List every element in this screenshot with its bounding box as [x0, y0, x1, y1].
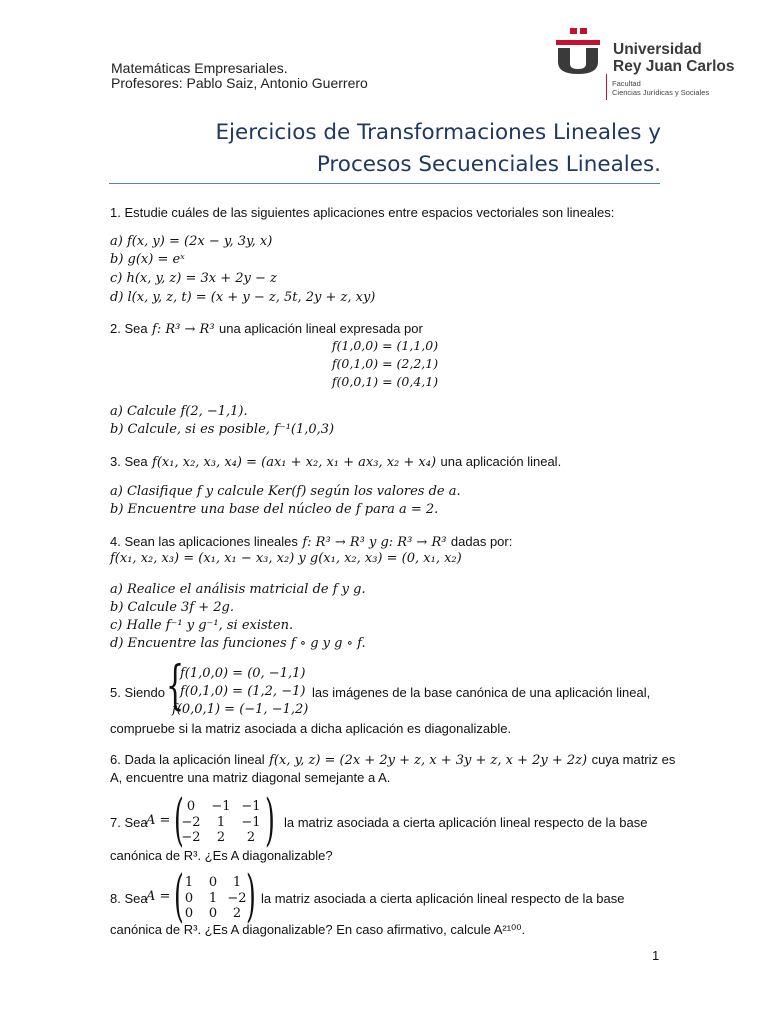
exercise-2a: a) Calcule f(2, −1,1).: [110, 404, 248, 419]
matrix-cell: 0: [208, 875, 218, 890]
exercise-2-eq2: f(0,1,0) = (2,2,1): [331, 356, 439, 371]
exercise-8-rest: la matriz asociada a cierta aplicación lineal respecto de la base: [261, 891, 625, 906]
page-title-line2: Procesos Secuenciales Lineales.: [316, 152, 661, 177]
exercise-6-statement: [110, 751, 675, 769]
logo-divider: [606, 74, 607, 100]
exercise-2-rest: una aplicación lineal expresada por: [218, 321, 423, 336]
exercise-5-line2: compruebe si la matriz asociada a dicha aplicación es diagonalizable.: [110, 721, 512, 736]
exercise-4a: a) Realice el análisis matricial de f y g.: [110, 582, 366, 597]
title-divider: [109, 183, 660, 184]
exercise-1-statement: 1. Estudie cuáles de las siguientes aplicaciones entre espacios vectoriales son lineales:: [110, 205, 615, 220]
matrix-cell: 1: [208, 891, 218, 906]
exercise-7-lead: 7. Sea: [110, 815, 148, 830]
exercise-5-rest: las imágenes de la base canónica de una aplicación lineal,: [312, 685, 651, 700]
exercise-7-line2: canónica de R³. ¿Es A diagonalizable?: [110, 848, 333, 863]
exercise-8-lead: 8. Sea: [110, 891, 148, 906]
matrix-cell: 2: [232, 906, 242, 921]
professors: Profesores: Pablo Saiz, Antonio Guerrero: [111, 75, 368, 91]
exercise-1c: c) h(x, y, z) = 3x + 2y − z: [110, 271, 277, 286]
matrix-cell: 2: [246, 830, 256, 845]
exercise-5-lead: 5. Siendo: [110, 685, 165, 700]
exercise-8-matrix: [178, 875, 248, 921]
matrix-cell: 1: [232, 875, 242, 890]
exercise-4c: c) Halle f⁻¹ y g⁻¹, si existen.: [110, 618, 294, 633]
faculty-line1: Facultad: [612, 79, 641, 88]
exercise-6-map: f(x, y, z) = (2x + 2y + z, x + 3y + z, x + 2y + 2z): [269, 753, 588, 768]
exercise-5-eq3: f(0,0,1) = (−1, −1,2): [172, 702, 309, 717]
exercise-8-line2: canónica de R³. ¿Es A diagonalizable? En caso afirmativo, calcule A²¹⁰⁰.: [110, 922, 526, 937]
matrix-cell: −1: [241, 815, 261, 830]
matrix-cell: 0: [186, 799, 196, 814]
exercise-4-lead: 4. Sean las aplicaciones lineales: [110, 534, 298, 549]
exercise-4-statement: [110, 533, 512, 551]
matrix-cell: 0: [184, 906, 194, 921]
exercise-7-matrix: [180, 799, 262, 845]
exercise-3b: b) Encuentre una base del núcleo de f para a = 2.: [110, 502, 439, 517]
faculty-line2: Ciencias Jurídicas y Sociales: [612, 88, 710, 97]
exercise-2-eq1: f(1,0,0) = (1,1,0): [331, 338, 439, 353]
exercise-4-definitions: f(x₁, x₂, x₃) = (x₁, x₁ − x₃, x₂) y g(x₁, x₂, x₃) = (0, x₁, x₂): [110, 551, 462, 566]
course-name: Matemáticas Empresariales.: [111, 60, 288, 76]
university-name-line1: Universidad: [613, 41, 702, 58]
exercise-2b: b) Calcule, si es posible, f⁻¹(1,0,3): [110, 422, 335, 437]
exercise-8-var: A =: [146, 889, 171, 904]
matrix-cell: −1: [211, 799, 231, 814]
exercise-1a: a) f(x, y) = (2x − y, 3y, x): [110, 234, 273, 249]
exercise-1b: b) g(x) = eˣ: [110, 252, 185, 267]
matrix-cell: −2: [181, 815, 201, 830]
exercise-5-eq1: f(1,0,0) = (0, −1,1): [180, 666, 306, 681]
matrix-cell: 1: [216, 815, 226, 830]
exercise-2-eq3: f(0,0,1) = (0,4,1): [331, 374, 439, 389]
exercise-3-lead: 3. Sea: [110, 454, 148, 469]
exercise-6-line2: A, encuentre una matriz diagonal semejante a A.: [110, 770, 391, 785]
matrix-cell: −2: [227, 891, 247, 906]
exercise-6-rest: cuya matriz es: [591, 752, 676, 767]
exercise-3-rest: una aplicación lineal.: [440, 454, 562, 469]
exercise-8-right-paren: ): [246, 864, 256, 929]
matrix-cell: −2: [181, 830, 201, 845]
exercise-2-statement: [110, 320, 423, 338]
exercise-4b: b) Calcule 3f + 2g.: [110, 600, 234, 615]
exercise-2-map: f: R³ → R³: [152, 322, 215, 337]
exercise-5-brace: {: [166, 656, 185, 716]
matrix-cell: −1: [241, 799, 261, 814]
exercise-3-map: f(x₁, x₂, x₃, x₄) = (ax₁ + x₂, x₁ + ax₃, x₂ + x₄): [152, 455, 437, 470]
matrix-cell: 0: [184, 891, 194, 906]
page-title-line1: Ejercicios de Transformaciones Lineales y: [215, 120, 661, 145]
exercise-5-eq2: f(0,1,0) = (1,2, −1): [180, 684, 306, 699]
matrix-cell: 1: [184, 875, 194, 890]
exercise-4-maps: f: R³ → R³ y g: R³ → R³: [302, 535, 447, 550]
matrix-cell: 0: [208, 906, 218, 921]
exercise-7-left-paren: (: [174, 788, 184, 853]
page-number: 1: [652, 948, 660, 963]
exercise-8-left-paren: (: [174, 864, 184, 929]
exercise-3-statement: [110, 453, 561, 471]
exercise-4-rest: dadas por:: [450, 534, 513, 549]
university-name-line2: Rey Juan Carlos: [613, 58, 735, 75]
exercise-1d: d) l(x, y, z, t) = (x + y − z, 5t, 2y + z, xy): [110, 290, 376, 305]
exercise-6-lead: 6. Dada la aplicación lineal: [110, 752, 265, 767]
university-logo-icon: [556, 28, 600, 74]
exercise-3a: a) Clasifique f y calcule Ker(f) según los valores de a.: [110, 484, 461, 499]
exercise-7-right-paren: ): [265, 788, 275, 853]
exercise-2-lead: 2. Sea: [110, 321, 148, 336]
exercise-4d: d) Encuentre las funciones f ∘ g y g ∘ f.: [110, 636, 366, 651]
exercise-7-var: A =: [146, 813, 171, 828]
matrix-cell: 2: [216, 830, 226, 845]
exercise-7-rest: la matriz asociada a cierta aplicación lineal respecto de la base: [284, 815, 648, 830]
